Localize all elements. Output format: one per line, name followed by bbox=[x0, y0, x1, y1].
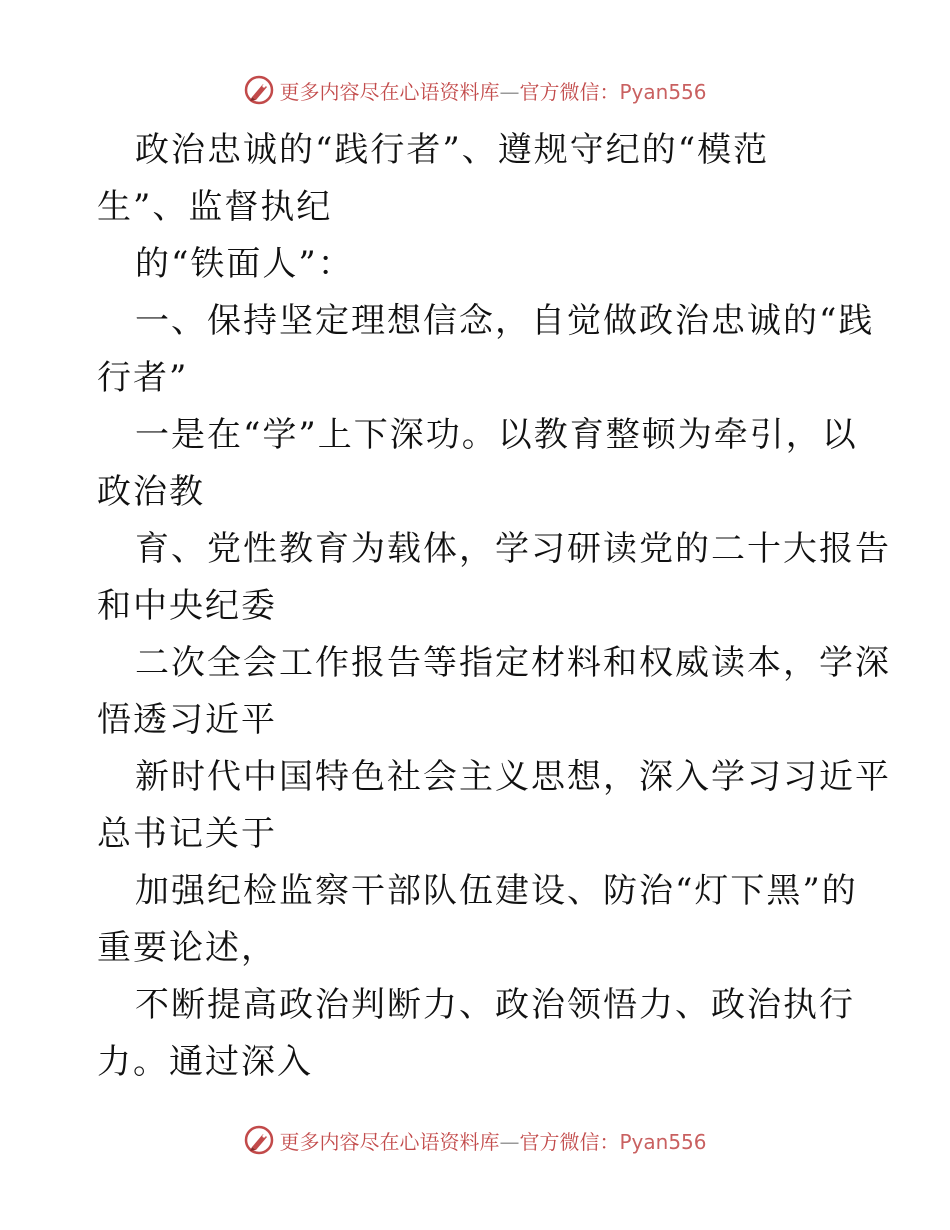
text-line: 新时代中国特色社会主义思想，深入学习习近平 bbox=[135, 757, 891, 797]
text-line: 政治忠诚的“践行者”、遵规守纪的“模范 bbox=[135, 130, 770, 170]
document-body bbox=[97, 122, 891, 1091]
text-line: 不断提高政治判断力、政治领悟力、政治执行 bbox=[135, 985, 855, 1025]
text-line: 悟透习近平 bbox=[97, 700, 277, 740]
watermark-suffix: 官方微信： bbox=[519, 79, 620, 104]
watermark-id: Pyan556 bbox=[619, 1129, 707, 1154]
watermark-text: 更多内容尽在心语资料库 bbox=[279, 79, 500, 104]
text-line: 一、保持坚定理想信念，自觉做政治忠诚的“践 bbox=[135, 301, 875, 341]
watermark-id: Pyan556 bbox=[619, 79, 707, 104]
text-line: 重要论述， bbox=[97, 928, 277, 968]
watermark-dash: — bbox=[499, 1129, 520, 1154]
text-line: 行者” bbox=[97, 358, 189, 398]
footer-watermark bbox=[0, 1120, 950, 1160]
text-line: 生”、监督执纪 bbox=[97, 187, 333, 227]
pen-logo-icon bbox=[243, 1124, 275, 1156]
text-line: 总书记关于 bbox=[97, 814, 277, 854]
pen-logo-icon bbox=[243, 74, 275, 106]
watermark-dash: — bbox=[499, 79, 520, 104]
watermark-suffix: 官方微信： bbox=[519, 1129, 620, 1154]
text-line: 二次全会工作报告等指定材料和权威读本，学深 bbox=[135, 643, 891, 683]
watermark-text: 更多内容尽在心语资料库 bbox=[279, 1129, 500, 1154]
text-line: 加强纪检监察干部队伍建设、防治“灯下黑”的 bbox=[135, 871, 858, 911]
text-line: 一是在“学”上下深功。以教育整顿为牵引，以 bbox=[135, 415, 858, 455]
header-watermark bbox=[0, 70, 950, 110]
text-line: 力。通过深入 bbox=[97, 1042, 313, 1082]
text-line: 政治教 bbox=[97, 472, 205, 512]
text-line: 和中央纪委 bbox=[97, 586, 277, 626]
text-line: 的“铁面人”： bbox=[135, 244, 354, 284]
text-line: 育、党性教育为载体，学习研读党的二十大报告 bbox=[135, 529, 891, 569]
